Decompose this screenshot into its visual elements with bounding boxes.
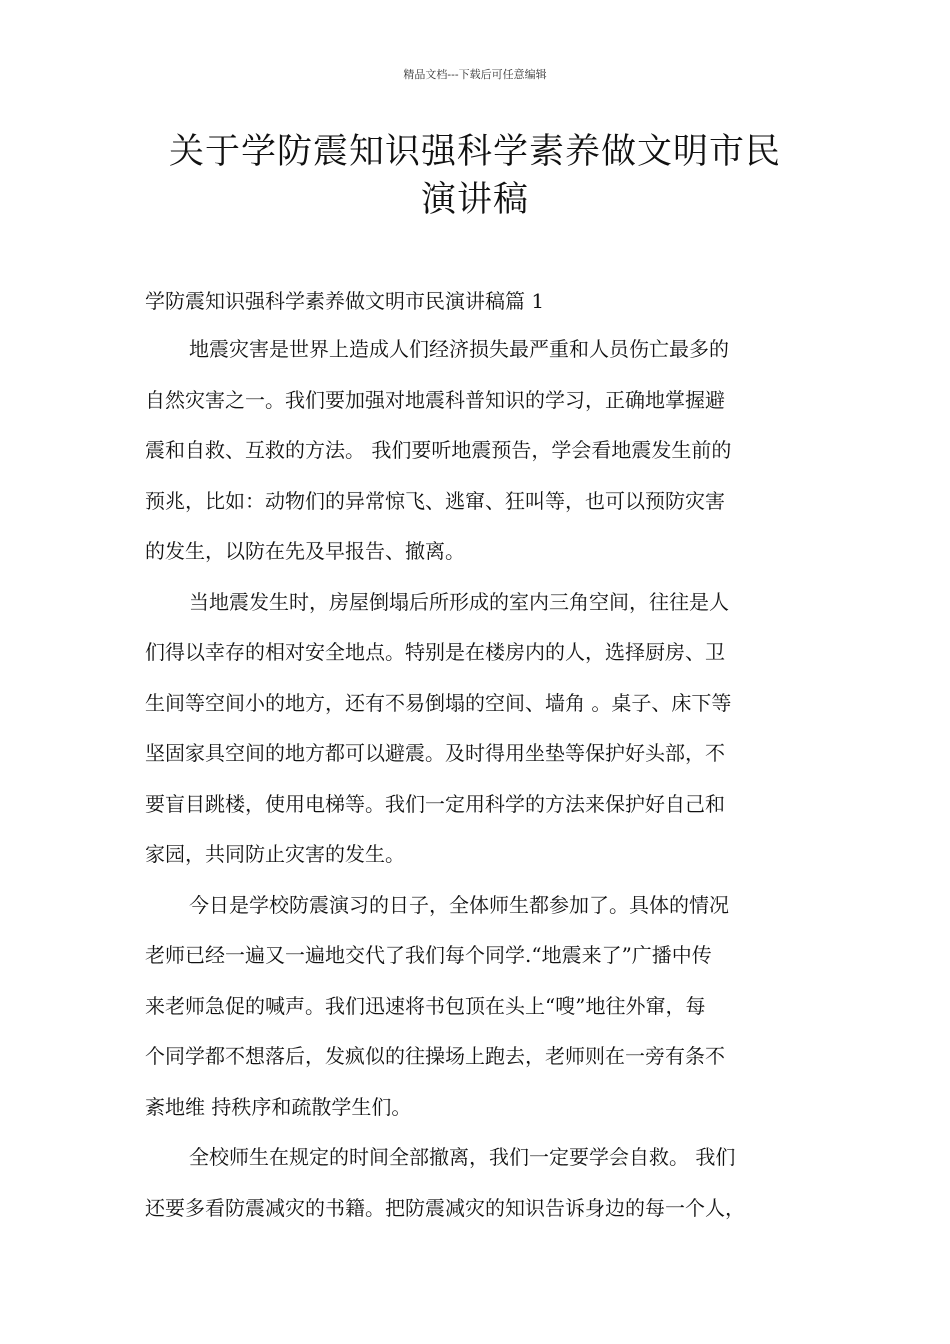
paragraph-line: 预兆，比如：动物们的异常惊飞、逃窜、狂叫等，也可以预防灾害: [145, 488, 725, 513]
header-note: 精品文档---下载后可任意编辑: [403, 68, 547, 81]
paragraph-line: 坚固家具空间的地方都可以避震。及时得用坐垫等保护好头部，不: [145, 741, 725, 765]
paragraph: [145, 577, 810, 880]
document-title: [90, 128, 860, 224]
paragraph-line: 生间等空间小的地方，还有不易倒塌的空间、墙角 。桌子、床下等: [145, 690, 732, 715]
paragraph-line: 震和自救、互救的方法。 我们要听地震预告，学会看地震发生前的: [145, 438, 732, 462]
document-title-line: 演讲稿: [420, 180, 529, 220]
paragraph-line: 今日是学校防震演习的日子，全体师生都参加了。具体的情况: [189, 892, 729, 917]
paragraph-line: 地震灾害是世界上造成人们经济损失最严重和人员伤亡最多的: [189, 337, 729, 361]
paragraph: [145, 880, 810, 1133]
paragraph-line: 们得以幸存的相对安全地点。特别是在楼房内的人，选择厨房、卫: [145, 640, 725, 664]
paragraph-line: 来老师急促的喊声。我们迅速将书包顶在头上“嗖”地往外窜，每: [145, 993, 706, 1018]
paragraph-line: 紊地维 持秩序和疏散学生们。: [145, 1094, 412, 1119]
paragraph-line: 还要多看防震减灾的书籍。把防震减灾的知识告诉身边的每一个人，: [145, 1195, 745, 1220]
section-heading: 学防震知识强科学素养做文明市民演讲稿篇 1: [145, 289, 545, 313]
paragraph-line: 老师已经一遍又一遍地交代了我们每个同学.“地震来了”广播中传: [145, 943, 712, 967]
paragraph-line: 个同学都不想落后，发疯似的往操场上跑去，老师则在一旁有条不: [145, 1044, 725, 1068]
paragraph: [145, 324, 810, 577]
document-title-line: 关于学防震知识强科学素养做文明市民: [168, 132, 781, 172]
paragraph-line: 家园，共同防止灾害的发生。: [145, 842, 405, 866]
paragraph: [145, 1132, 810, 1233]
paragraph-line: 当地震发生时，房屋倒塌后所形成的室内三角空间，往往是人: [189, 589, 729, 614]
paragraph-line: 要盲目跳楼，使用电梯等。我们一定用科学的方法来保护好自己和: [145, 791, 725, 816]
paragraph-line: 自然灾害之一。我们要加强对地震科普知识的学习，正确地掌握避: [145, 387, 725, 412]
paragraph-line: 的发生，以防在先及早报告、撤离。: [145, 539, 465, 563]
document-body: [145, 324, 810, 1233]
paragraph-line: 全校师生在规定的时间全部撤离，我们一定要学会自救。 我们: [189, 1145, 736, 1169]
